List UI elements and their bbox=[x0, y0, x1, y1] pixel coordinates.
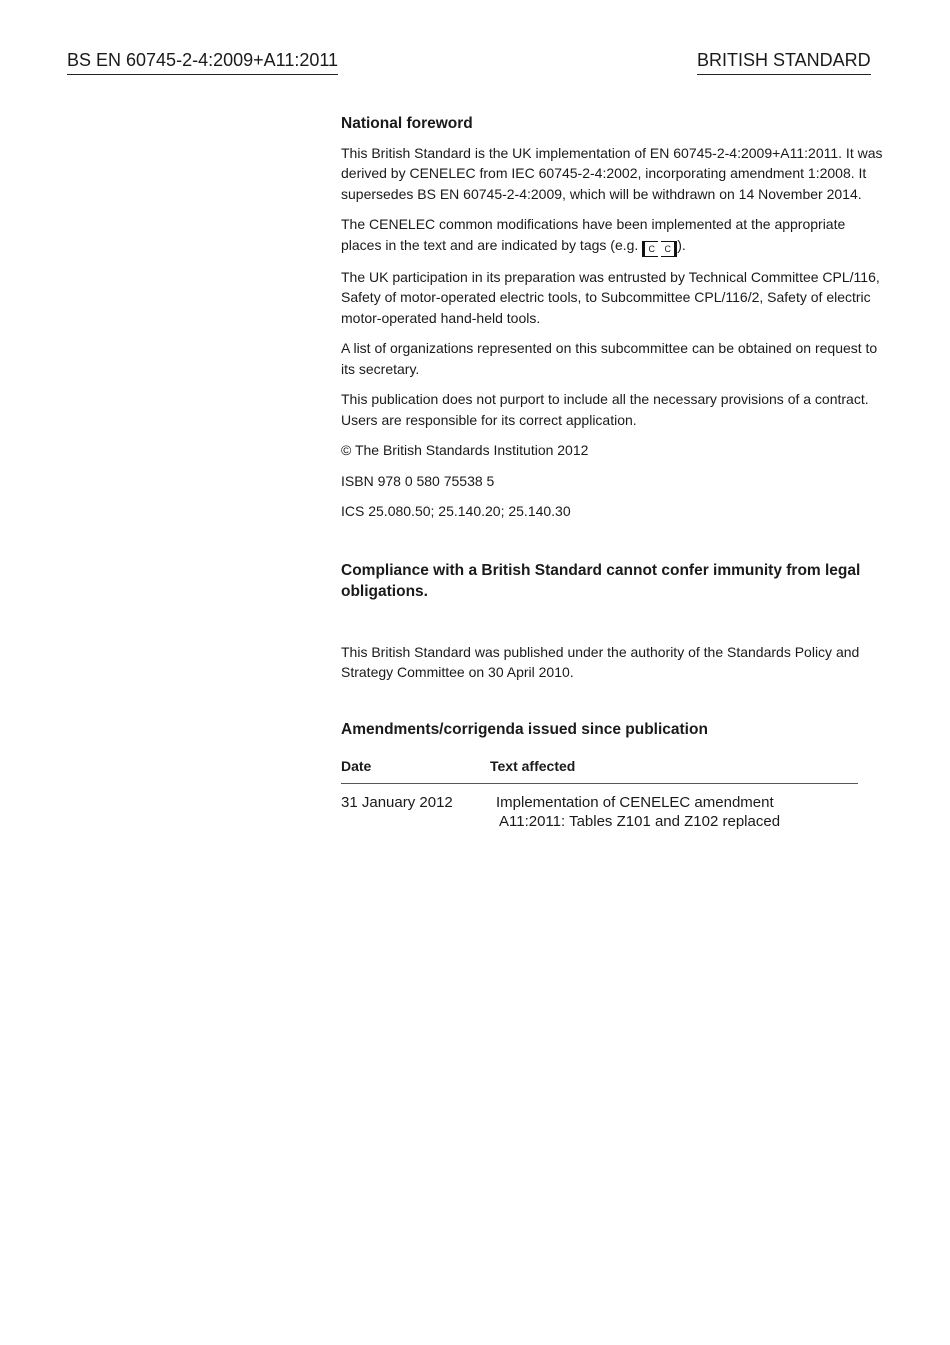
tag-close-icon: C bbox=[661, 241, 677, 257]
foreword-paragraph-2 bbox=[341, 214, 886, 257]
column-header-date: Date bbox=[341, 758, 372, 774]
copyright-line: © The British Standards Institution 2012 bbox=[341, 442, 589, 458]
tag-open-icon: C bbox=[642, 241, 658, 257]
foreword-section bbox=[341, 114, 886, 831]
column-header-text-affected: Text affected bbox=[490, 758, 576, 774]
paragraph-2-text: The CENELEC common modifications have been implemented at the appropriate places in the text and are indicated by tags (e.g. bbox=[341, 216, 846, 253]
document-type: BRITISH STANDARD bbox=[697, 50, 871, 75]
amendments-table-header bbox=[341, 756, 858, 784]
foreword-paragraph-4: A list of organizations represented on this subcommittee can be obtained on request to its secretary. bbox=[341, 340, 878, 377]
foreword-paragraph-3: The UK participation in its preparation was entrusted by Technical Committee CPL/116, Safety of motor-operated electric tools, to Subcommittee CPL/116/2, Safety of electric motor-operated hand-held tools. bbox=[341, 268, 880, 326]
foreword-paragraph-5: This publication does not purport to include all the necessary provisions of a contract. Users are responsible for its correct application. bbox=[341, 391, 869, 428]
amendments-title: Amendments/corrigenda issued since publication bbox=[341, 720, 708, 738]
amendment-text-line-1: Implementation of CENELEC amendment bbox=[496, 793, 774, 811]
isbn-line: ISBN 978 0 580 75538 5 bbox=[341, 472, 495, 489]
ics-line: ICS 25.080.50; 25.140.20; 25.140.30 bbox=[341, 503, 571, 519]
document-id: BS EN 60745-2-4:2009+A11:2011 bbox=[67, 50, 338, 75]
table-row bbox=[341, 784, 858, 831]
amendment-text bbox=[490, 793, 780, 831]
compliance-notice: Compliance with a British Standard cannot confer immunity from legal obligations. bbox=[341, 561, 861, 600]
amendment-text-line-2: A11:2011: Tables Z101 and Z102 replaced bbox=[499, 812, 781, 830]
publication-authority: This British Standard was published under the authority of the Standards Policy and Strategy Committee on 30 April 2010. bbox=[341, 643, 860, 680]
amendments-table bbox=[341, 756, 858, 831]
amendment-date: 31 January 2012 bbox=[341, 793, 453, 811]
foreword-paragraph-1: This British Standard is the UK implementation of EN 60745-2-4:2009+A11:2011. It was derived by CENELEC from IEC 60745-2-4:2002, incorporating amendment 1:2008. It supersedes BS EN 60745-2-4:2009, which will be withdrawn on 14 November 2014. bbox=[341, 144, 883, 202]
paragraph-2-end: ). bbox=[677, 236, 686, 253]
foreword-title: National foreword bbox=[341, 115, 473, 132]
